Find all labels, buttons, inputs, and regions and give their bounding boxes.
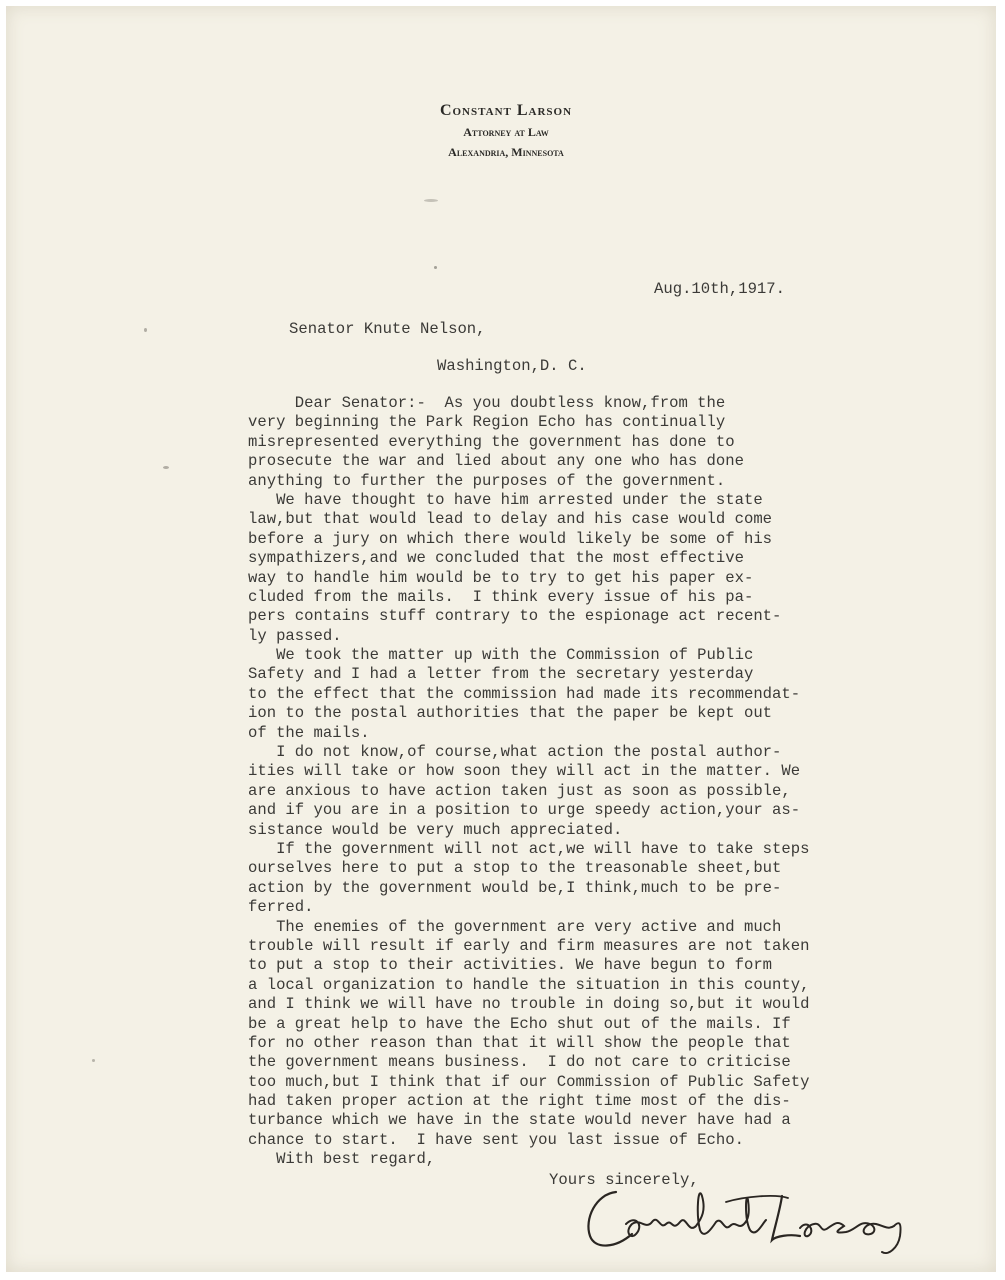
body-line: ities will take or how soon they will act in the matter. We: [248, 762, 801, 781]
body-line: sympathizers,and we concluded that the most effective: [248, 549, 744, 568]
letter-body: [248, 394, 938, 1170]
body-line: very beginning the Park Region Echo has continually: [248, 413, 726, 432]
body-line: trouble will result if early and firm measures are not taken: [248, 936, 810, 955]
body-line: sistance would be very much appreciated.: [248, 820, 623, 839]
body-line: ion to the postal authorities that the paper be kept out: [248, 704, 773, 723]
body-line: before a jury on which there would likely be some of his: [248, 529, 773, 548]
body-line: Safety and I had a letter from the secretary yesterday: [248, 665, 754, 684]
body-line: had taken proper action at the right time most of the dis-: [248, 1092, 791, 1111]
body-line: misrepresented everything the government has done to: [248, 432, 735, 451]
closing-line: Yours sincerely,: [549, 1171, 699, 1189]
paper-mark: [144, 328, 147, 332]
addressee-city: Washington,D. C.: [437, 357, 587, 375]
body-line: law,but that would lead to delay and his case would come: [248, 510, 773, 529]
body-line: ferred.: [248, 898, 314, 917]
paper-mark: [434, 266, 437, 269]
body-line: If the government will not act,we will have to take steps: [248, 839, 810, 858]
body-line: and I think we will have no trouble in doing so,but it would: [248, 995, 810, 1014]
letterhead: [306, 102, 706, 160]
body-line: too much,but I think that if our Commission of Public Safety: [248, 1072, 810, 1091]
body-line: With best regard,: [248, 1150, 436, 1169]
body-line: for no other reason than that it will show the people that: [248, 1033, 791, 1052]
body-line: turbance which we have in the state would never have had a: [248, 1111, 791, 1130]
body-line: to the effect that the commission had made its recommendat-: [248, 684, 801, 703]
body-line: the government means business. I do not care to criticise: [248, 1053, 791, 1072]
body-line: The enemies of the government are very active and much: [248, 917, 782, 936]
body-line: cluded from the mails. I think every issue of his pa-: [248, 587, 754, 606]
letterhead-location: Alexandria, Minnesota: [448, 145, 564, 159]
body-line: be a great help to have the Echo shut out of the mails. If: [248, 1014, 791, 1033]
body-line: Dear Senator:- As you doubtless know,from the: [248, 394, 726, 412]
body-line: ly passed.: [248, 626, 342, 645]
paper-mark: [92, 1059, 95, 1062]
body-line: and if you are in a position to urge speedy action,your as-: [248, 801, 801, 820]
handwritten-signature: [576, 1174, 906, 1264]
letterhead-name: Constant Larson: [439, 102, 573, 119]
body-line: We took the matter up with the Commission of Public: [248, 646, 754, 665]
body-line: are anxious to have action taken just as soon as possible,: [248, 781, 791, 800]
body-line: pers contains stuff contrary to the espionage act recent-: [248, 607, 782, 626]
body-line: anything to further the purposes of the government.: [248, 471, 726, 490]
body-line: prosecute the war and lied about any one who has done: [248, 452, 744, 471]
body-line: ourselves here to put a stop to the treasonable sheet,but: [248, 859, 782, 878]
body-line: way to handle him would be to try to get his paper ex-: [248, 568, 754, 587]
body-line: We have thought to have him arrested under the state: [248, 490, 763, 509]
letter-page: [6, 6, 996, 1272]
body-line: of the mails.: [248, 723, 370, 742]
letterhead-title: Attorney at Law: [463, 125, 549, 139]
body-line: I do not know,of course,what action the postal author-: [248, 743, 782, 762]
body-line: a local organization to handle the situation in this county,: [248, 975, 810, 994]
body-line: chance to start. I have sent you last issue of Echo.: [248, 1130, 744, 1149]
letter-date: Aug.10th,1917.: [654, 280, 786, 298]
paper-mark: [163, 466, 169, 469]
body-line: to put a stop to their activities. We have begun to form: [248, 956, 773, 975]
addressee-name: Senator Knute Nelson,: [289, 320, 486, 338]
body-line: action by the government would be,I think,much to be pre-: [248, 878, 782, 897]
paper-mark: [424, 199, 438, 202]
